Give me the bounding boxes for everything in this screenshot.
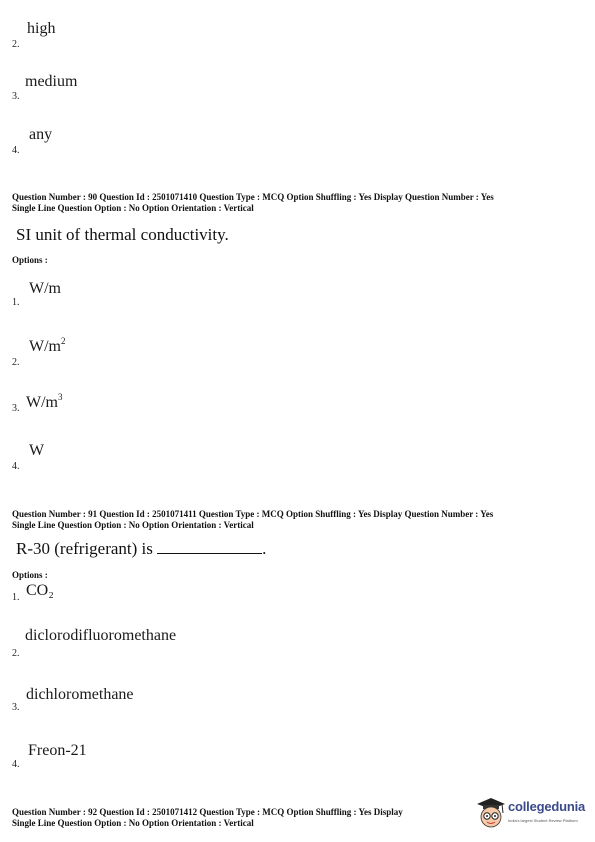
option-text: any xyxy=(29,126,53,143)
option-text: medium xyxy=(25,73,78,90)
question-meta-line1: Question Number : 91 Question Id : 2501071411 Question Type : MCQ Option Shuffling : Yes Display Question Number : Yes xyxy=(12,509,494,519)
option-number: 4. xyxy=(12,759,20,770)
collegedunia-logo xyxy=(475,796,593,834)
option-text: $W/m^3$ xyxy=(26,392,63,411)
option-number: 2. xyxy=(12,648,20,659)
option-text: $W/m^2$ xyxy=(29,336,66,355)
option-number: 4. xyxy=(12,461,20,472)
question-meta-line1: Question Number : 92 Question Id : 2501071412 Question Type : MCQ Option Shuffling : Yes Display xyxy=(12,807,403,817)
option-number: 2. xyxy=(12,39,20,50)
option-text: W/m xyxy=(29,280,61,297)
option-number: 1. xyxy=(12,592,20,603)
option-text: CO₂ xyxy=(26,582,54,599)
question-meta-line1: Question Number : 90 Question Id : 2501071410 Question Type : MCQ Option Shuffling : Yes Display Question Number : Yes xyxy=(12,192,494,202)
option-text: dichloromethane xyxy=(26,686,134,703)
superscript: 2 xyxy=(61,336,66,346)
mascot-icon xyxy=(475,796,507,832)
logo-name: collegedunia xyxy=(508,799,586,814)
option-text: high xyxy=(27,20,56,37)
option-number: 1. xyxy=(12,297,20,308)
superscript: 3 xyxy=(58,392,63,402)
option-number: 3. xyxy=(12,91,20,102)
options-label: Options : xyxy=(12,255,48,265)
question-text: R-30 (refrigerant) is . xyxy=(16,539,267,558)
answer-blank xyxy=(157,541,262,554)
question-meta-line2: Single Line Question Option : No Option Orientation : Vertical xyxy=(12,203,254,213)
option-text: diclorodifluoromethane xyxy=(25,627,177,644)
options-label: Options : xyxy=(12,570,48,580)
option-text: Freon-21 xyxy=(28,742,87,759)
question-text: SI unit of thermal conductivity. xyxy=(16,225,229,244)
option-number: 3. xyxy=(12,702,20,713)
option-number: 4. xyxy=(12,145,20,156)
question-meta-line2: Single Line Question Option : No Option Orientation : Vertical xyxy=(12,520,254,530)
option-number: 3. xyxy=(12,403,20,414)
option-text: W xyxy=(29,442,45,459)
question-meta-line2: Single Line Question Option : No Option Orientation : Vertical xyxy=(12,818,254,828)
option-number: 2. xyxy=(12,357,20,368)
logo-tagline: India's largest Student Review Platform xyxy=(508,818,578,823)
